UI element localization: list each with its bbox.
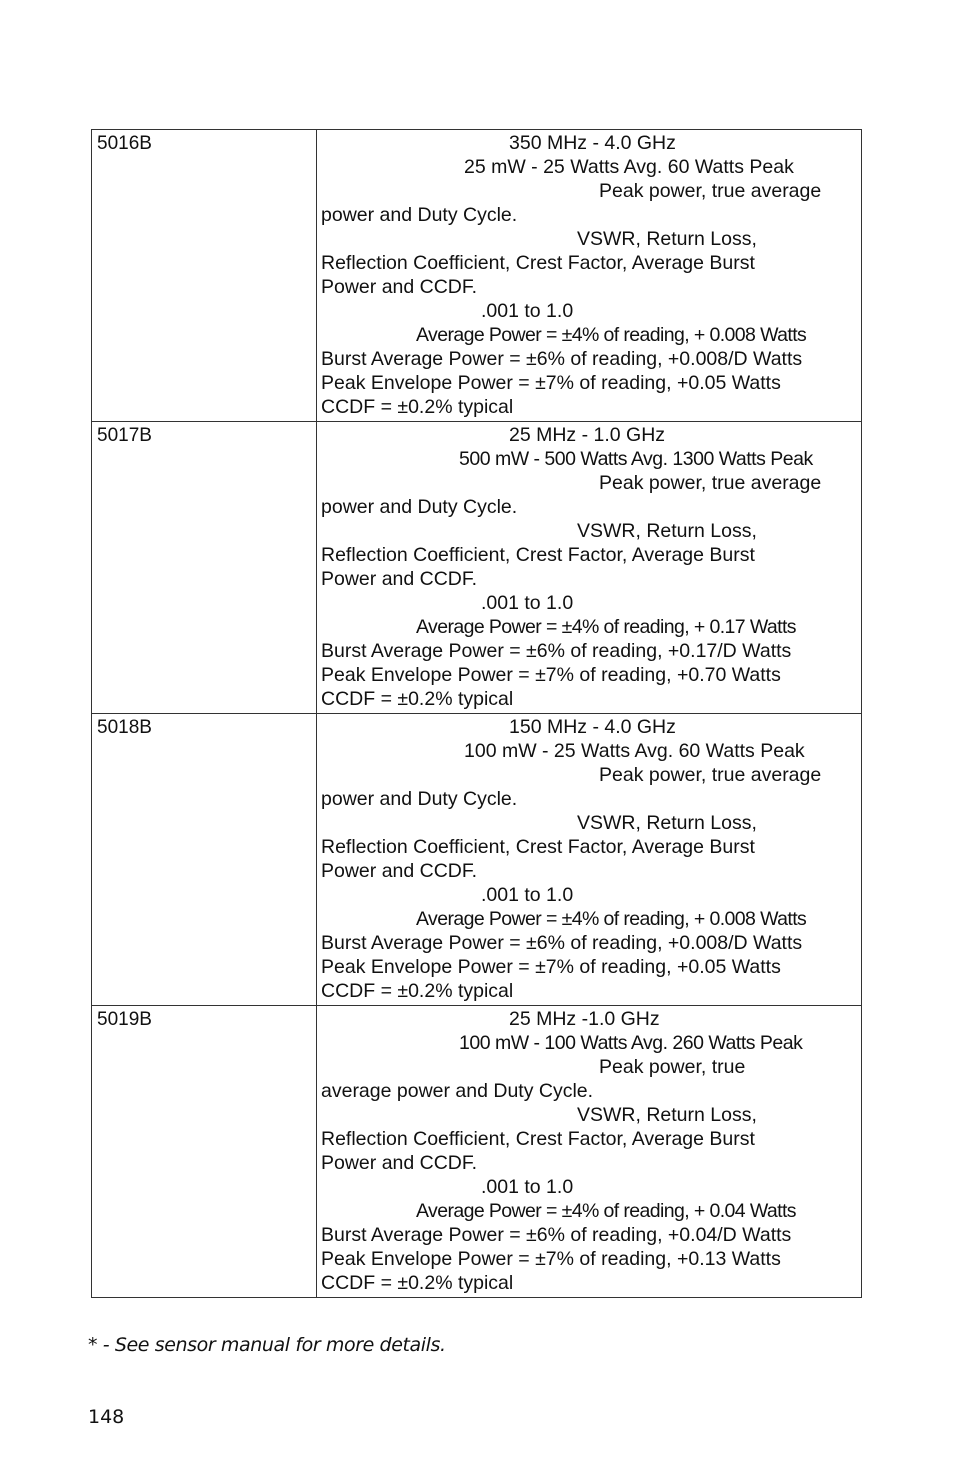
measurement-line-2: average power and Duty Cycle. bbox=[321, 1080, 594, 1102]
duty-cycle-range: .001 to 1.0 bbox=[481, 884, 574, 906]
calculated-line-3: Power and CCDF. bbox=[321, 1152, 478, 1174]
table-row bbox=[92, 422, 862, 714]
accuracy-burst-power: Burst Average Power = ±6% of reading, +0.008/D Watts bbox=[321, 932, 803, 954]
calculated-line-3: Power and CCDF. bbox=[321, 860, 478, 882]
calculated-line-1: VSWR, Return Loss, bbox=[577, 228, 757, 250]
sensor-spec-table bbox=[91, 129, 862, 1298]
power-range: 100 mW - 100 Watts Avg. 260 Watts Peak bbox=[459, 1032, 803, 1054]
spec-cell bbox=[317, 1006, 862, 1298]
calculated-line-2: Reflection Coefficient, Crest Factor, Average Burst bbox=[321, 1128, 755, 1150]
accuracy-burst-power: Burst Average Power = ±6% of reading, +0.04/D Watts bbox=[321, 1224, 792, 1246]
duty-cycle-range: .001 to 1.0 bbox=[481, 592, 574, 614]
calculated-line-2: Reflection Coefficient, Crest Factor, Average Burst bbox=[321, 252, 755, 274]
accuracy-ccdf: CCDF = ±0.2% typical bbox=[321, 396, 514, 418]
model-cell bbox=[92, 130, 317, 422]
measurement-line-2: power and Duty Cycle. bbox=[321, 496, 518, 518]
table-row bbox=[92, 130, 862, 422]
duty-cycle-range: .001 to 1.0 bbox=[481, 1176, 574, 1198]
accuracy-average-power: Average Power = ±4% of reading, + 0.17 Watts bbox=[416, 616, 796, 638]
table-row bbox=[92, 1006, 862, 1298]
power-range: 25 mW - 25 Watts Avg. 60 Watts Peak bbox=[464, 156, 794, 178]
accuracy-peak-envelope: Peak Envelope Power = ±7% of reading, +0.05 Watts bbox=[321, 956, 781, 978]
frequency-range: 25 MHz - 1.0 GHz bbox=[509, 424, 666, 446]
measurement-line-1: Peak power, true average bbox=[599, 764, 822, 786]
accuracy-peak-envelope: Peak Envelope Power = ±7% of reading, +0.05 Watts bbox=[321, 372, 781, 394]
spec-cell bbox=[317, 714, 862, 1006]
frequency-range: 350 MHz - 4.0 GHz bbox=[509, 132, 676, 154]
calculated-line-1: VSWR, Return Loss, bbox=[577, 1104, 757, 1126]
accuracy-ccdf: CCDF = ±0.2% typical bbox=[321, 980, 514, 1002]
footnote: * - See sensor manual for more details. bbox=[88, 1334, 446, 1356]
calculated-line-1: VSWR, Return Loss, bbox=[577, 812, 757, 834]
accuracy-peak-envelope: Peak Envelope Power = ±7% of reading, +0.13 Watts bbox=[321, 1248, 781, 1270]
measurement-line-1: Peak power, true bbox=[599, 1056, 746, 1078]
measurement-line-2: power and Duty Cycle. bbox=[321, 204, 518, 226]
frequency-range: 150 MHz - 4.0 GHz bbox=[509, 716, 676, 738]
model-cell bbox=[92, 1006, 317, 1298]
accuracy-average-power: Average Power = ±4% of reading, + 0.008 Watts bbox=[416, 908, 807, 930]
accuracy-burst-power: Burst Average Power = ±6% of reading, +0.008/D Watts bbox=[321, 348, 803, 370]
duty-cycle-range: .001 to 1.0 bbox=[481, 300, 574, 322]
power-range: 100 mW - 25 Watts Avg. 60 Watts Peak bbox=[464, 740, 805, 762]
calculated-line-2: Reflection Coefficient, Crest Factor, Average Burst bbox=[321, 544, 755, 566]
spec-cell bbox=[317, 130, 862, 422]
measurement-line-1: Peak power, true average bbox=[599, 180, 822, 202]
model-name: 5018B bbox=[97, 717, 152, 738]
calculated-line-3: Power and CCDF. bbox=[321, 568, 478, 590]
model-name: 5019B bbox=[97, 1009, 152, 1030]
calculated-line-2: Reflection Coefficient, Crest Factor, Average Burst bbox=[321, 836, 755, 858]
accuracy-average-power: Average Power = ±4% of reading, + 0.008 Watts bbox=[416, 324, 807, 346]
accuracy-ccdf: CCDF = ±0.2% typical bbox=[321, 688, 514, 710]
accuracy-peak-envelope: Peak Envelope Power = ±7% of reading, +0.70 Watts bbox=[321, 664, 781, 686]
accuracy-average-power: Average Power = ±4% of reading, + 0.04 Watts bbox=[416, 1200, 796, 1222]
measurement-line-2: power and Duty Cycle. bbox=[321, 788, 518, 810]
model-cell bbox=[92, 714, 317, 1006]
spec-cell bbox=[317, 422, 862, 714]
table-row bbox=[92, 714, 862, 1006]
power-range: 500 mW - 500 Watts Avg. 1300 Watts Peak bbox=[459, 448, 813, 470]
model-name: 5016B bbox=[97, 133, 152, 154]
accuracy-ccdf: CCDF = ±0.2% typical bbox=[321, 1272, 514, 1294]
calculated-line-1: VSWR, Return Loss, bbox=[577, 520, 757, 542]
page-number: 148 bbox=[88, 1406, 125, 1428]
frequency-range: 25 MHz -1.0 GHz bbox=[509, 1008, 660, 1030]
model-name: 5017B bbox=[97, 425, 152, 446]
model-cell bbox=[92, 422, 317, 714]
measurement-line-1: Peak power, true average bbox=[599, 472, 822, 494]
calculated-line-3: Power and CCDF. bbox=[321, 276, 478, 298]
accuracy-burst-power: Burst Average Power = ±6% of reading, +0.17/D Watts bbox=[321, 640, 792, 662]
